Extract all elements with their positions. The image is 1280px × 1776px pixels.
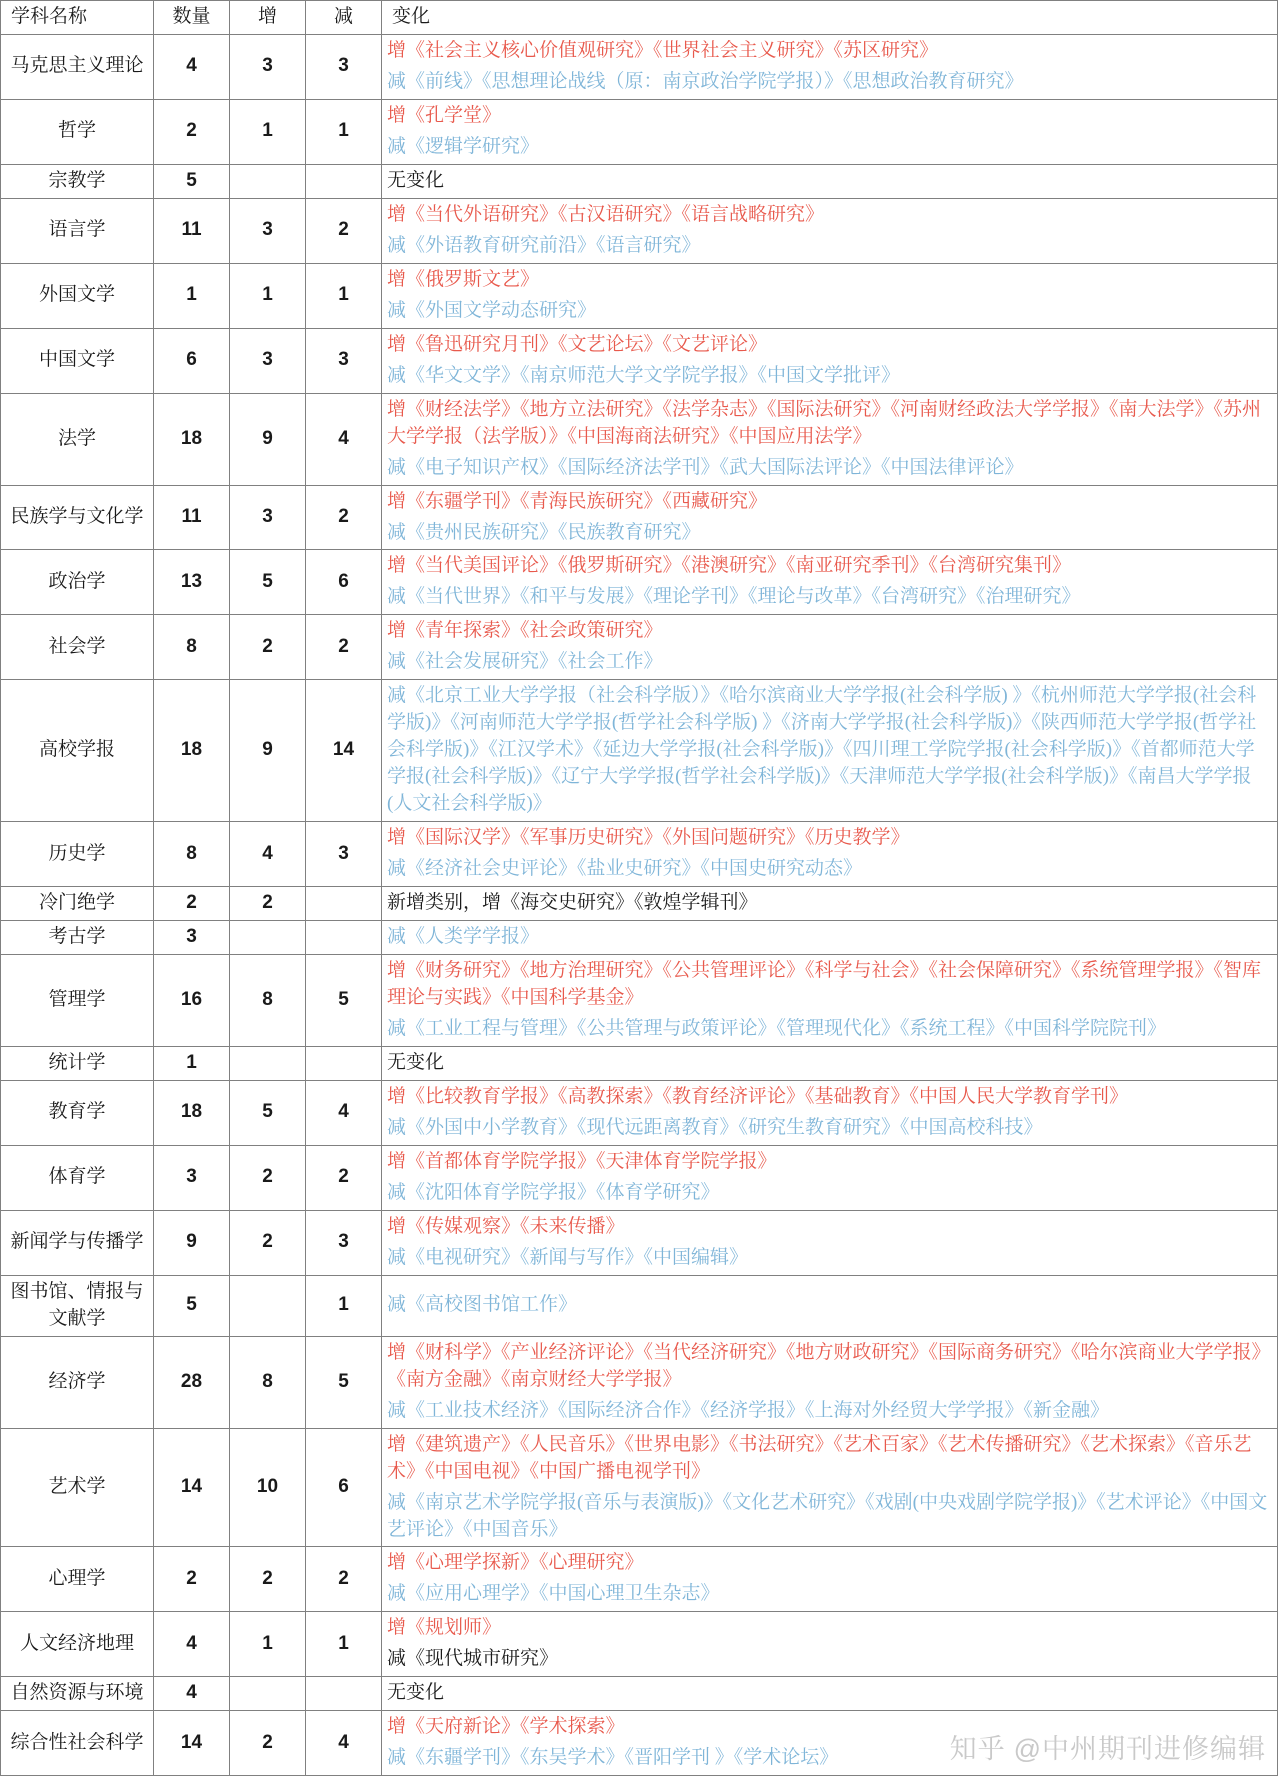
cell-decrease xyxy=(306,887,382,921)
cell-change xyxy=(382,1711,1278,1776)
cell-change xyxy=(382,1210,1278,1275)
change-line-inc: 增《孔学堂》 xyxy=(387,104,502,126)
cell-subject: 人文经济地理 xyxy=(1,1612,154,1677)
change-line-inc: 增《心理学探新》《心理研究》 xyxy=(387,1552,644,1574)
cell-decrease: 3 xyxy=(306,34,382,99)
cell-subject: 图书馆、情报与文献学 xyxy=(1,1275,154,1336)
cell-increase: 1 xyxy=(230,99,306,164)
change-line-dec: 减《电子知识产权》《国际经济法学刊》《武大国际法评论》《中国法律评论》 xyxy=(387,456,1024,478)
cell-count: 8 xyxy=(154,615,230,680)
column-header-subject: 学科名称 xyxy=(1,1,154,35)
change-line-inc: 增《鲁迅研究月刊》《文艺论坛》《文艺评论》 xyxy=(387,333,768,355)
cell-change xyxy=(382,1677,1278,1711)
cell-increase: 2 xyxy=(230,1210,306,1275)
change-line-dec: 减《华文文学》《南京师范大学文学院学报》《中国文学批评》 xyxy=(387,364,901,386)
cell-subject: 社会学 xyxy=(1,615,154,680)
cell-count: 14 xyxy=(154,1711,230,1776)
cell-count: 3 xyxy=(154,1145,230,1210)
cell-decrease: 2 xyxy=(306,615,382,680)
cell-increase: 1 xyxy=(230,1612,306,1677)
cell-increase: 2 xyxy=(230,1145,306,1210)
cell-subject: 自然资源与环境 xyxy=(1,1677,154,1711)
cell-change xyxy=(382,615,1278,680)
cell-count: 5 xyxy=(154,164,230,198)
cell-decrease: 3 xyxy=(306,822,382,887)
cell-change xyxy=(382,263,1278,328)
cell-subject: 教育学 xyxy=(1,1080,154,1145)
cell-subject: 中国文学 xyxy=(1,328,154,393)
change-line-inc: 增《俄罗斯文艺》 xyxy=(387,268,540,290)
cell-count: 18 xyxy=(154,1080,230,1145)
table-row xyxy=(1,1275,1278,1336)
table-row xyxy=(1,393,1278,485)
cell-increase: 1 xyxy=(230,263,306,328)
change-line-inc: 增《青年探索》《社会政策研究》 xyxy=(387,620,663,642)
change-line-plain: 无变化 xyxy=(387,1051,445,1073)
cell-increase: 4 xyxy=(230,822,306,887)
change-line-dec: 减《贵州民族研究》《民族教育研究》 xyxy=(387,521,701,543)
cell-decrease: 2 xyxy=(306,485,382,550)
cell-subject: 新闻学与传播学 xyxy=(1,1210,154,1275)
cell-count: 2 xyxy=(154,99,230,164)
cell-subject: 经济学 xyxy=(1,1336,154,1428)
cell-change xyxy=(382,1336,1278,1428)
cell-increase: 10 xyxy=(230,1428,306,1547)
table-row xyxy=(1,1080,1278,1145)
change-line-inc: 增《首都体育学院学报》《天津体育学院学报》 xyxy=(387,1150,777,1172)
change-line-inc: 增《社会主义核心价值观研究》《世界社会主义研究》《苏区研究》 xyxy=(387,39,939,61)
cell-increase xyxy=(230,1275,306,1336)
change-line-dec: 减《社会发展研究》《社会工作》 xyxy=(387,651,663,673)
cell-count: 5 xyxy=(154,1275,230,1336)
cell-change xyxy=(382,955,1278,1047)
cell-increase xyxy=(230,921,306,955)
cell-subject: 民族学与文化学 xyxy=(1,485,154,550)
cell-decrease: 1 xyxy=(306,1275,382,1336)
table-row xyxy=(1,955,1278,1047)
table-row xyxy=(1,1336,1278,1428)
cell-change xyxy=(382,485,1278,550)
cell-increase: 8 xyxy=(230,1336,306,1428)
cell-decrease: 2 xyxy=(306,198,382,263)
change-line-inc: 增《东疆学刊》《青海民族研究》《西藏研究》 xyxy=(387,490,768,512)
cell-count: 18 xyxy=(154,680,230,822)
cell-change xyxy=(382,822,1278,887)
change-line-dec: 减《外语教育研究前沿》《语言研究》 xyxy=(387,234,701,256)
change-line-inc: 增《比较教育学报》《高教探索》《教育经济评论》《基础教育》《中国人民大学教育学刊》 xyxy=(387,1085,1129,1107)
cell-decrease: 2 xyxy=(306,1547,382,1612)
cell-decrease: 2 xyxy=(306,1145,382,1210)
cell-decrease xyxy=(306,921,382,955)
cell-subject: 宗教学 xyxy=(1,164,154,198)
cell-decrease: 3 xyxy=(306,1210,382,1275)
change-line-inc: 增《财科学》《产业经济评论》《当代经济研究》《地方财政研究》《国际商务研究》《哈尔滨商业大学学报》《南方金融》《南京财经大学学报》 xyxy=(387,1341,1271,1390)
cell-count: 4 xyxy=(154,1677,230,1711)
cell-subject: 历史学 xyxy=(1,822,154,887)
watermark-platform: 知乎 xyxy=(949,1734,1006,1765)
change-line-inc: 增《建筑遗产》《人民音乐》《世界电影》《书法研究》《艺术百家》《艺术传播研究》《艺术探索》《音乐艺术》《中国电视》《中国广播电视学刊》 xyxy=(387,1433,1252,1482)
table-row xyxy=(1,921,1278,955)
cell-count: 1 xyxy=(154,1046,230,1080)
cell-increase: 3 xyxy=(230,34,306,99)
cell-decrease: 4 xyxy=(306,1711,382,1776)
cell-count: 13 xyxy=(154,550,230,615)
cell-increase: 8 xyxy=(230,955,306,1047)
cell-decrease: 1 xyxy=(306,99,382,164)
table-row xyxy=(1,615,1278,680)
cell-subject: 统计学 xyxy=(1,1046,154,1080)
table-row xyxy=(1,1428,1278,1547)
cell-count: 6 xyxy=(154,328,230,393)
change-line-dec: 减《北京工业大学学报（社会科学版）》《哈尔滨商业大学学报(社会科学版) 》《杭州师范大学学报(社会科学版)》《河南师范大学学报(哲学社会科学版) 》《济南大学学报(社会科学版)》《陕西师范大学学报(哲学社会科学版)》《江汉学术》《延边大学学报(社会科学版)》《四川理工学院学报(社会科学版)》《首都师范大学学报(社会科学版)》《辽宁大学学报(哲学社会科学版)》《天津师范大学学报(社会科学版)》《南昌大学学报(人文社会科学版)》 xyxy=(387,685,1257,815)
table-row xyxy=(1,1547,1278,1612)
cell-subject: 综合性社会科学 xyxy=(1,1711,154,1776)
cell-count: 2 xyxy=(154,887,230,921)
change-line-plain: 无变化 xyxy=(387,169,445,191)
column-header-increase: 增 xyxy=(230,1,306,35)
table-row xyxy=(1,34,1278,99)
table-row xyxy=(1,263,1278,328)
cell-increase: 5 xyxy=(230,1080,306,1145)
cell-count: 11 xyxy=(154,198,230,263)
cell-increase xyxy=(230,1046,306,1080)
cell-change xyxy=(382,393,1278,485)
table-row xyxy=(1,822,1278,887)
table-body xyxy=(1,34,1278,1775)
change-line-inc: 增《当代外语研究》《古汉语研究》《语言战略研究》 xyxy=(387,203,825,225)
cell-decrease: 5 xyxy=(306,1336,382,1428)
change-line-dec: 减《南京艺术学院学报(音乐与表演版)》《文化艺术研究》《戏剧(中央戏剧学院学报)》《艺术评论》《中国文艺评论》《中国音乐》 xyxy=(387,1491,1268,1540)
cell-subject: 法学 xyxy=(1,393,154,485)
cell-change xyxy=(382,164,1278,198)
cell-count: 14 xyxy=(154,1428,230,1547)
table-row xyxy=(1,680,1278,822)
table-row xyxy=(1,1046,1278,1080)
table-header xyxy=(1,1,1278,35)
cell-change xyxy=(382,198,1278,263)
change-line-dec: 减《东疆学刊》《东吴学术》《晋阳学刊 》《学术论坛》 xyxy=(387,1747,839,1769)
change-line-inc: 增《天府新论》《学术探索》 xyxy=(387,1716,625,1738)
cell-decrease: 3 xyxy=(306,328,382,393)
change-line-inc: 增《规划师》 xyxy=(387,1617,502,1639)
cell-count: 4 xyxy=(154,34,230,99)
cell-change xyxy=(382,1046,1278,1080)
cell-subject: 高校学报 xyxy=(1,680,154,822)
cell-count: 16 xyxy=(154,955,230,1047)
column-header-change: 变化 xyxy=(382,1,1278,35)
cell-subject: 外国文学 xyxy=(1,263,154,328)
cell-count: 18 xyxy=(154,393,230,485)
cell-subject: 考古学 xyxy=(1,921,154,955)
watermark-handle: @中州期刊进修编辑 xyxy=(1013,1734,1266,1765)
change-line-dec: 减《逻辑学研究》 xyxy=(387,135,540,157)
change-line-dec: 减《电视研究》《新闻与写作》《中国编辑》 xyxy=(387,1246,749,1268)
cell-subject: 语言学 xyxy=(1,198,154,263)
cell-subject: 艺术学 xyxy=(1,1428,154,1547)
cell-decrease: 6 xyxy=(306,550,382,615)
table-row xyxy=(1,328,1278,393)
cell-increase xyxy=(230,164,306,198)
cell-increase: 2 xyxy=(230,1711,306,1776)
table-row xyxy=(1,1711,1278,1776)
cell-subject: 马克思主义理论 xyxy=(1,34,154,99)
table-row xyxy=(1,198,1278,263)
change-line-dec: 减《工业工程与管理》《公共管理与政策评论》《管理现代化》《系统工程》《中国科学院院刊》 xyxy=(387,1018,1167,1039)
change-line-dec: 减《沈阳体育学院学报》《体育学研究》 xyxy=(387,1181,720,1203)
cell-decrease xyxy=(306,1677,382,1711)
cell-decrease: 14 xyxy=(306,680,382,822)
table-row xyxy=(1,1612,1278,1677)
table-row xyxy=(1,887,1278,921)
cell-change xyxy=(382,550,1278,615)
change-line-dec: 减《高校图书馆工作》 xyxy=(387,1294,578,1316)
table-row xyxy=(1,485,1278,550)
cell-change xyxy=(382,887,1278,921)
cell-change xyxy=(382,921,1278,955)
cell-decrease xyxy=(306,1046,382,1080)
cell-change xyxy=(382,99,1278,164)
cell-count: 2 xyxy=(154,1547,230,1612)
cell-change xyxy=(382,1275,1278,1336)
cell-count: 4 xyxy=(154,1612,230,1677)
cell-decrease: 5 xyxy=(306,955,382,1047)
table-row xyxy=(1,99,1278,164)
cell-increase: 2 xyxy=(230,1547,306,1612)
cell-count: 1 xyxy=(154,263,230,328)
change-line-dec: 减《工业技术经济》《国际经济合作》《经济学报》《上海对外经贸大学学报》《新金融》 xyxy=(387,1399,1110,1421)
change-line-dec: 减《前线》《思想理论战线（原：南京政治学院学报）》《思想政治教育研究》 xyxy=(387,70,1024,92)
change-line-dec: 减《外国文学动态研究》 xyxy=(387,299,597,321)
change-line-plain: 减《现代城市研究》 xyxy=(387,1648,559,1670)
cell-count: 8 xyxy=(154,822,230,887)
table-row xyxy=(1,1145,1278,1210)
change-line-inc: 增《财务研究》《地方治理研究》《公共管理评论》《科学与社会》《社会保障研究》《系统管理学报》《智库理论与实践》《中国科学基金》 xyxy=(387,960,1262,1009)
cell-subject: 哲学 xyxy=(1,99,154,164)
cell-change xyxy=(382,1612,1278,1677)
cell-subject: 政治学 xyxy=(1,550,154,615)
column-header-decrease: 减 xyxy=(306,1,382,35)
change-line-inc: 增《传媒观察》《未来传播》 xyxy=(387,1215,625,1237)
cell-change xyxy=(382,1428,1278,1547)
cell-count: 11 xyxy=(154,485,230,550)
cell-increase: 9 xyxy=(230,680,306,822)
cell-decrease: 4 xyxy=(306,1080,382,1145)
cell-decrease: 1 xyxy=(306,263,382,328)
cell-change xyxy=(382,680,1278,822)
cell-increase: 3 xyxy=(230,328,306,393)
cell-increase: 3 xyxy=(230,198,306,263)
change-line-dec: 减《应用心理学》《中国心理卫生杂志》 xyxy=(387,1583,720,1605)
cell-change xyxy=(382,328,1278,393)
change-line-dec: 减《当代世界》《和平与发展》《理论学刊》《理论与改革》《台湾研究》《治理研究》 xyxy=(387,586,1081,608)
cell-increase: 2 xyxy=(230,887,306,921)
table-row xyxy=(1,164,1278,198)
change-line-plain: 无变化 xyxy=(387,1682,445,1704)
change-line-dec: 减《经济社会史评论》《盐业史研究》《中国史研究动态》 xyxy=(387,858,863,880)
cell-decrease: 4 xyxy=(306,393,382,485)
cell-increase: 9 xyxy=(230,393,306,485)
table-row xyxy=(1,1677,1278,1711)
cell-increase: 2 xyxy=(230,615,306,680)
column-header-count: 数量 xyxy=(154,1,230,35)
table-row xyxy=(1,1210,1278,1275)
cell-subject: 管理学 xyxy=(1,955,154,1047)
cell-change xyxy=(382,1145,1278,1210)
cell-count: 28 xyxy=(154,1336,230,1428)
cell-count: 9 xyxy=(154,1210,230,1275)
header-row xyxy=(1,1,1278,35)
cell-change xyxy=(382,34,1278,99)
cell-increase xyxy=(230,1677,306,1711)
change-line-dec: 减《外国中小学教育》《现代远距离教育》《研究生教育研究》《中国高校科技》 xyxy=(387,1116,1043,1138)
cell-decrease: 6 xyxy=(306,1428,382,1547)
cell-change xyxy=(382,1547,1278,1612)
cell-decrease xyxy=(306,164,382,198)
cell-subject: 冷门绝学 xyxy=(1,887,154,921)
cell-decrease: 1 xyxy=(306,1612,382,1677)
cell-subject: 心理学 xyxy=(1,1547,154,1612)
cell-increase: 3 xyxy=(230,485,306,550)
cell-count: 3 xyxy=(154,921,230,955)
cell-change xyxy=(382,1080,1278,1145)
change-line-inc: 增《当代美国评论》《俄罗斯研究》《港澳研究》《南亚研究季刊》《台湾研究集刊》 xyxy=(387,555,1072,577)
change-line-inc: 增《国际汉学》《军事历史研究》《外国问题研究》《历史教学》 xyxy=(387,827,910,849)
change-line-dec: 减《人类学学报》 xyxy=(387,926,540,948)
cell-increase: 5 xyxy=(230,550,306,615)
change-line-inc: 增《财经法学》《地方立法研究》《法学杂志》《国际法研究》《河南财经政法大学学报》《南大法学》《苏州大学学报（法学版）》《中国海商法研究》《中国应用法学》 xyxy=(387,398,1262,447)
change-line-plain: 新增类别，增《海交史研究》《敦煌学辑刊》 xyxy=(387,892,758,914)
table-row xyxy=(1,550,1278,615)
cell-subject: 体育学 xyxy=(1,1145,154,1210)
